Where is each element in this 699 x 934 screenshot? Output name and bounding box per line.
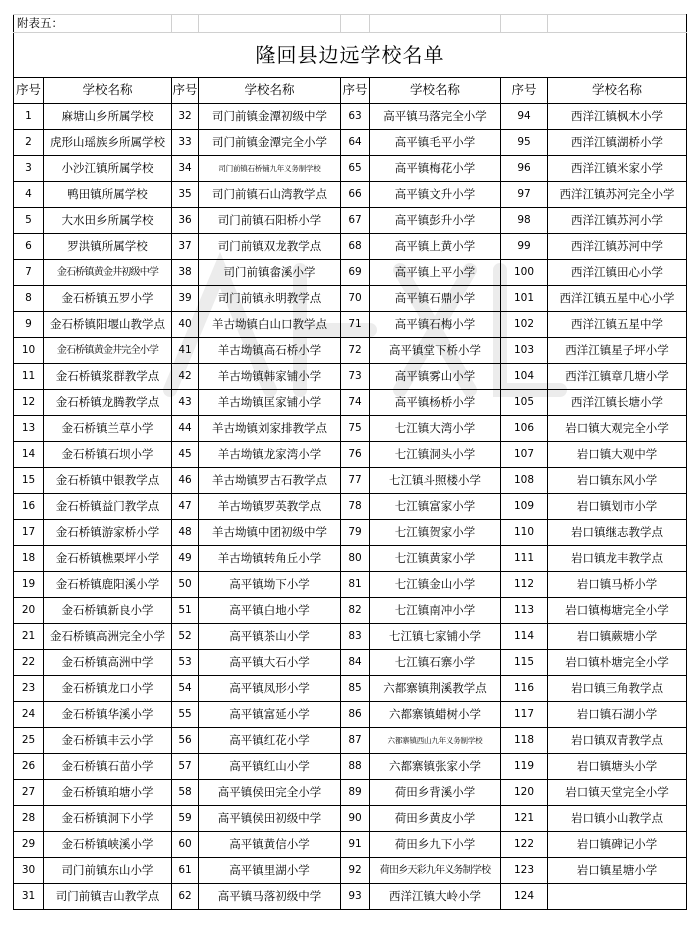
school-name: 司门前镇石山湾教学点 — [199, 182, 341, 208]
row-number: 37 — [172, 234, 199, 260]
row-number: 119 — [501, 754, 548, 780]
school-name: 西洋江镇五星中学 — [548, 312, 687, 338]
school-name: 大水田乡所属学校 — [44, 208, 172, 234]
school-name: 西洋江镇田心小学 — [548, 260, 687, 286]
row-number: 71 — [341, 312, 370, 338]
row-number: 2 — [14, 130, 44, 156]
school-name: 岩口镇龙丰教学点 — [548, 546, 687, 572]
school-name: 司门前镇金潭初级中学 — [199, 104, 341, 130]
table-row — [14, 182, 687, 208]
row-number: 109 — [501, 494, 548, 520]
row-number: 65 — [341, 156, 370, 182]
school-name: 羊古坳镇转角丘小学 — [199, 546, 341, 572]
school-name: 羊古坳镇匡家铺小学 — [199, 390, 341, 416]
school-name: 司门前镇东山小学 — [44, 858, 172, 884]
school-name: 金石桥镇新良小学 — [44, 598, 172, 624]
row-number: 30 — [14, 858, 44, 884]
table-row — [14, 156, 687, 182]
row-number: 1 — [14, 104, 44, 130]
row-number: 117 — [501, 702, 548, 728]
row-number: 17 — [14, 520, 44, 546]
row-number: 8 — [14, 286, 44, 312]
row-number: 110 — [501, 520, 548, 546]
page-title: 隆回县边远学校名单 — [14, 33, 687, 78]
header-name-4: 学校名称 — [548, 78, 687, 104]
row-number: 90 — [341, 806, 370, 832]
row-number: 77 — [341, 468, 370, 494]
school-name: 金石桥镇樵栗坪小学 — [44, 546, 172, 572]
school-name: 羊古坳镇高石桥小学 — [199, 338, 341, 364]
row-number: 123 — [501, 858, 548, 884]
row-number: 35 — [172, 182, 199, 208]
header-no-3: 序号 — [341, 78, 370, 104]
row-number: 48 — [172, 520, 199, 546]
school-name: 岩口镇天堂完全小学 — [548, 780, 687, 806]
school-name: 岩口镇继志教学点 — [548, 520, 687, 546]
school-name: 西洋江镇五星中心小学 — [548, 286, 687, 312]
table-row — [14, 442, 687, 468]
school-name: 七江镇石寨小学 — [370, 650, 501, 676]
school-name: 岩口镇划市小学 — [548, 494, 687, 520]
school-name: 西洋江镇苏河中学 — [548, 234, 687, 260]
row-number: 10 — [14, 338, 44, 364]
row-number: 28 — [14, 806, 44, 832]
row-number: 33 — [172, 130, 199, 156]
table-row — [14, 546, 687, 572]
school-name: 七江镇金山小学 — [370, 572, 501, 598]
row-number: 68 — [341, 234, 370, 260]
school-name: 司门前镇吉山教学点 — [44, 884, 172, 910]
table-row — [14, 650, 687, 676]
school-name: 七江镇南冲小学 — [370, 598, 501, 624]
school-name: 六都寨镇西山九年义务制学校 — [370, 728, 501, 754]
school-name: 六都寨镇荆溪教学点 — [370, 676, 501, 702]
table-row — [14, 312, 687, 338]
school-name: 金石桥镇石苗小学 — [44, 754, 172, 780]
row-number: 38 — [172, 260, 199, 286]
school-name: 西洋江镇长塘小学 — [548, 390, 687, 416]
row-number: 23 — [14, 676, 44, 702]
row-number: 75 — [341, 416, 370, 442]
school-name: 七江镇富家小学 — [370, 494, 501, 520]
school-name: 高平镇里湖小学 — [199, 858, 341, 884]
school-name: 岩口镇朴塘完全小学 — [548, 650, 687, 676]
row-number: 20 — [14, 598, 44, 624]
school-name: 金石桥镇高洲中学 — [44, 650, 172, 676]
table-row — [14, 832, 687, 858]
school-name: 西洋江镇米家小学 — [548, 156, 687, 182]
school-name: 金石桥镇丰云小学 — [44, 728, 172, 754]
school-name: 西洋江镇章几塘小学 — [548, 364, 687, 390]
school-name: 金石桥镇阳堰山教学点 — [44, 312, 172, 338]
school-name: 西洋江镇枫木小学 — [548, 104, 687, 130]
school-name: 金石桥镇龙腾教学点 — [44, 390, 172, 416]
appendix-row — [14, 15, 687, 33]
school-name: 高平镇梅花小学 — [370, 156, 501, 182]
row-number: 82 — [341, 598, 370, 624]
school-name: 西洋江镇湖桥小学 — [548, 130, 687, 156]
school-name: 荷田乡背溪小学 — [370, 780, 501, 806]
row-number: 55 — [172, 702, 199, 728]
row-number: 114 — [501, 624, 548, 650]
row-number: 76 — [341, 442, 370, 468]
row-number: 64 — [341, 130, 370, 156]
row-number: 31 — [14, 884, 44, 910]
school-name: 西洋江镇苏河完全小学 — [548, 182, 687, 208]
school-name: 高平镇红山小学 — [199, 754, 341, 780]
school-name: 金石桥镇高洲完全小学 — [44, 624, 172, 650]
row-number: 47 — [172, 494, 199, 520]
school-name: 岩口镇小山教学点 — [548, 806, 687, 832]
table-row — [14, 104, 687, 130]
header-no-1: 序号 — [14, 78, 44, 104]
row-number: 34 — [172, 156, 199, 182]
row-number: 6 — [14, 234, 44, 260]
row-number: 27 — [14, 780, 44, 806]
school-name: 高平镇侯田初级中学 — [199, 806, 341, 832]
school-name: 金石桥镇石坝小学 — [44, 442, 172, 468]
row-number: 104 — [501, 364, 548, 390]
row-number: 113 — [501, 598, 548, 624]
row-number: 63 — [341, 104, 370, 130]
school-name: 七江镇七家铺小学 — [370, 624, 501, 650]
row-number: 53 — [172, 650, 199, 676]
row-number: 107 — [501, 442, 548, 468]
school-name: 高平镇侯田完全小学 — [199, 780, 341, 806]
school-name: 西洋江镇苏河小学 — [548, 208, 687, 234]
row-number: 40 — [172, 312, 199, 338]
row-number: 56 — [172, 728, 199, 754]
appendix-label: 附表五： — [14, 15, 172, 33]
row-number: 57 — [172, 754, 199, 780]
school-name: 岩口镇梅塘完全小学 — [548, 598, 687, 624]
row-number: 46 — [172, 468, 199, 494]
row-number: 41 — [172, 338, 199, 364]
row-number: 42 — [172, 364, 199, 390]
row-number: 86 — [341, 702, 370, 728]
row-number: 11 — [14, 364, 44, 390]
row-number: 94 — [501, 104, 548, 130]
school-name: 高平镇上黄小学 — [370, 234, 501, 260]
school-name: 高平镇石鼎小学 — [370, 286, 501, 312]
table-row — [14, 754, 687, 780]
row-number: 99 — [501, 234, 548, 260]
table-row — [14, 884, 687, 910]
school-name: 金石桥镇鹿阳溪小学 — [44, 572, 172, 598]
row-number: 9 — [14, 312, 44, 338]
row-number: 120 — [501, 780, 548, 806]
school-name: 高平镇堂下桥小学 — [370, 338, 501, 364]
school-name: 岩口镇塘头小学 — [548, 754, 687, 780]
school-name: 羊古坳镇龙家湾小学 — [199, 442, 341, 468]
table-row — [14, 286, 687, 312]
school-name: 司门前镇石桥铺九年义务制学校 — [199, 156, 341, 182]
row-number: 87 — [341, 728, 370, 754]
school-name: 高平镇红花小学 — [199, 728, 341, 754]
school-name: 司门前镇畲溪小学 — [199, 260, 341, 286]
school-name: 高平镇文升小学 — [370, 182, 501, 208]
row-number: 16 — [14, 494, 44, 520]
school-name: 岩口镇东风小学 — [548, 468, 687, 494]
table-row — [14, 780, 687, 806]
school-name: 司门前镇永明教学点 — [199, 286, 341, 312]
row-number: 73 — [341, 364, 370, 390]
school-name: 高平镇马落初级中学 — [199, 884, 341, 910]
row-number: 89 — [341, 780, 370, 806]
school-name: 金石桥镇兰草小学 — [44, 416, 172, 442]
school-name: 岩口镇马桥小学 — [548, 572, 687, 598]
school-name: 高平镇雾山小学 — [370, 364, 501, 390]
row-number: 24 — [14, 702, 44, 728]
row-number: 62 — [172, 884, 199, 910]
row-number: 122 — [501, 832, 548, 858]
school-name: 金石桥镇峡溪小学 — [44, 832, 172, 858]
row-number: 97 — [501, 182, 548, 208]
table-row — [14, 390, 687, 416]
row-number: 111 — [501, 546, 548, 572]
school-name: 西洋江镇大岭小学 — [370, 884, 501, 910]
row-number: 116 — [501, 676, 548, 702]
row-number: 22 — [14, 650, 44, 676]
row-number: 121 — [501, 806, 548, 832]
row-number: 54 — [172, 676, 199, 702]
school-name: 羊古坳镇刘家排教学点 — [199, 416, 341, 442]
row-number: 59 — [172, 806, 199, 832]
header-row — [14, 78, 687, 104]
header-name-2: 学校名称 — [199, 78, 341, 104]
row-number: 84 — [341, 650, 370, 676]
row-number: 32 — [172, 104, 199, 130]
table-row — [14, 416, 687, 442]
school-name: 高平镇白地小学 — [199, 598, 341, 624]
school-name: 鸭田镇所属学校 — [44, 182, 172, 208]
school-name: 岩口镇碑记小学 — [548, 832, 687, 858]
row-number: 78 — [341, 494, 370, 520]
school-name: 高平镇富延小学 — [199, 702, 341, 728]
school-name: 罗洪镇所属学校 — [44, 234, 172, 260]
school-name: 司门前镇石阳桥小学 — [199, 208, 341, 234]
row-number: 108 — [501, 468, 548, 494]
school-name: 岩口镇蕨塘小学 — [548, 624, 687, 650]
table-row — [14, 468, 687, 494]
table-row — [14, 624, 687, 650]
row-number: 105 — [501, 390, 548, 416]
row-number: 85 — [341, 676, 370, 702]
school-name: 高平镇杨桥小学 — [370, 390, 501, 416]
row-number: 95 — [501, 130, 548, 156]
school-name: 七江镇大湾小学 — [370, 416, 501, 442]
row-number: 50 — [172, 572, 199, 598]
row-number: 29 — [14, 832, 44, 858]
row-number: 69 — [341, 260, 370, 286]
school-name: 金石桥镇中银教学点 — [44, 468, 172, 494]
school-name: 高平镇坳下小学 — [199, 572, 341, 598]
row-number: 18 — [14, 546, 44, 572]
school-name: 七江镇贺家小学 — [370, 520, 501, 546]
school-name: 西洋江镇星子坪小学 — [548, 338, 687, 364]
row-number: 112 — [501, 572, 548, 598]
row-number: 61 — [172, 858, 199, 884]
school-name: 金石桥镇浆群教学点 — [44, 364, 172, 390]
table-row — [14, 364, 687, 390]
table-row — [14, 208, 687, 234]
row-number: 15 — [14, 468, 44, 494]
school-name: 麻塘山乡所属学校 — [44, 104, 172, 130]
row-number: 14 — [14, 442, 44, 468]
row-number: 91 — [341, 832, 370, 858]
row-number: 3 — [14, 156, 44, 182]
row-number: 96 — [501, 156, 548, 182]
school-name: 虎形山瑶族乡所属学校 — [44, 130, 172, 156]
school-name: 荷田乡天彩九年义务制学校 — [370, 858, 501, 884]
row-number: 88 — [341, 754, 370, 780]
row-number: 102 — [501, 312, 548, 338]
table-row — [14, 572, 687, 598]
row-number: 118 — [501, 728, 548, 754]
table-row — [14, 806, 687, 832]
school-name: 高平镇上平小学 — [370, 260, 501, 286]
row-number: 49 — [172, 546, 199, 572]
row-number: 101 — [501, 286, 548, 312]
row-number: 81 — [341, 572, 370, 598]
school-name: 司门前镇双龙教学点 — [199, 234, 341, 260]
row-number: 98 — [501, 208, 548, 234]
table-row — [14, 234, 687, 260]
school-name: 高平镇马落完全小学 — [370, 104, 501, 130]
table-row — [14, 858, 687, 884]
row-number: 70 — [341, 286, 370, 312]
row-number: 43 — [172, 390, 199, 416]
row-number: 25 — [14, 728, 44, 754]
school-list-table — [13, 14, 687, 910]
school-name: 羊古坳镇白山口教学点 — [199, 312, 341, 338]
row-number: 44 — [172, 416, 199, 442]
school-name: 岩口镇双青教学点 — [548, 728, 687, 754]
school-name: 金石桥镇游家桥小学 — [44, 520, 172, 546]
school-name: 荷田乡九下小学 — [370, 832, 501, 858]
school-name: 高平镇茶山小学 — [199, 624, 341, 650]
row-number: 60 — [172, 832, 199, 858]
school-name: 岩口镇大观中学 — [548, 442, 687, 468]
row-number: 4 — [14, 182, 44, 208]
school-name: 羊古坳镇罗古石教学点 — [199, 468, 341, 494]
school-name: 六都寨镇张家小学 — [370, 754, 501, 780]
row-number: 83 — [341, 624, 370, 650]
school-name: 高平镇毛平小学 — [370, 130, 501, 156]
school-name: 高平镇黄信小学 — [199, 832, 341, 858]
row-number: 19 — [14, 572, 44, 598]
table-row — [14, 130, 687, 156]
school-name: 荷田乡黄皮小学 — [370, 806, 501, 832]
school-name: 岩口镇石湖小学 — [548, 702, 687, 728]
row-number: 74 — [341, 390, 370, 416]
table-row — [14, 728, 687, 754]
row-number: 5 — [14, 208, 44, 234]
header-name-3: 学校名称 — [370, 78, 501, 104]
school-name: 金石桥镇黄金井完全小学 — [44, 338, 172, 364]
school-name: 七江镇洞头小学 — [370, 442, 501, 468]
row-number: 45 — [172, 442, 199, 468]
school-name: 高平镇石梅小学 — [370, 312, 501, 338]
row-number: 124 — [501, 884, 548, 910]
header-name-1: 学校名称 — [44, 78, 172, 104]
row-number: 80 — [341, 546, 370, 572]
table-row — [14, 702, 687, 728]
row-number: 115 — [501, 650, 548, 676]
row-number: 26 — [14, 754, 44, 780]
school-name: 六都寨镇蜡树小学 — [370, 702, 501, 728]
school-name: 司门前镇金潭完全小学 — [199, 130, 341, 156]
school-name: 金石桥镇龙口小学 — [44, 676, 172, 702]
table-row — [14, 598, 687, 624]
row-number: 12 — [14, 390, 44, 416]
row-number: 58 — [172, 780, 199, 806]
school-name: 羊古坳镇韩家铺小学 — [199, 364, 341, 390]
school-name: 岩口镇三角教学点 — [548, 676, 687, 702]
table-row — [14, 520, 687, 546]
row-number: 93 — [341, 884, 370, 910]
row-number: 79 — [341, 520, 370, 546]
school-name: 岩口镇星塘小学 — [548, 858, 687, 884]
school-name: 金石桥镇洞下小学 — [44, 806, 172, 832]
row-number: 13 — [14, 416, 44, 442]
row-number: 52 — [172, 624, 199, 650]
header-no-2: 序号 — [172, 78, 199, 104]
school-name: 金石桥镇黄金井初级中学 — [44, 260, 172, 286]
table-row — [14, 676, 687, 702]
row-number: 103 — [501, 338, 548, 364]
school-name: 高平镇彭升小学 — [370, 208, 501, 234]
school-name: 七江镇斗照楼小学 — [370, 468, 501, 494]
row-number: 100 — [501, 260, 548, 286]
school-name — [548, 884, 687, 910]
school-name: 七江镇黄家小学 — [370, 546, 501, 572]
school-name: 金石桥镇益门教学点 — [44, 494, 172, 520]
row-number: 7 — [14, 260, 44, 286]
school-name: 小沙江镇所属学校 — [44, 156, 172, 182]
school-name: 羊古坳镇中团初级中学 — [199, 520, 341, 546]
row-number: 39 — [172, 286, 199, 312]
row-number: 92 — [341, 858, 370, 884]
table-row — [14, 260, 687, 286]
title-row — [14, 33, 687, 78]
row-number: 72 — [341, 338, 370, 364]
school-name: 羊古坳镇罗英教学点 — [199, 494, 341, 520]
school-name: 金石桥镇珀塘小学 — [44, 780, 172, 806]
header-no-4: 序号 — [501, 78, 548, 104]
row-number: 106 — [501, 416, 548, 442]
school-name: 高平镇大石小学 — [199, 650, 341, 676]
school-name: 高平镇凤形小学 — [199, 676, 341, 702]
row-number: 21 — [14, 624, 44, 650]
school-name: 金石桥镇五罗小学 — [44, 286, 172, 312]
row-number: 36 — [172, 208, 199, 234]
table-row — [14, 494, 687, 520]
row-number: 51 — [172, 598, 199, 624]
school-name: 金石桥镇华溪小学 — [44, 702, 172, 728]
row-number: 66 — [341, 182, 370, 208]
row-number: 67 — [341, 208, 370, 234]
table-row — [14, 338, 687, 364]
school-name: 岩口镇大观完全小学 — [548, 416, 687, 442]
